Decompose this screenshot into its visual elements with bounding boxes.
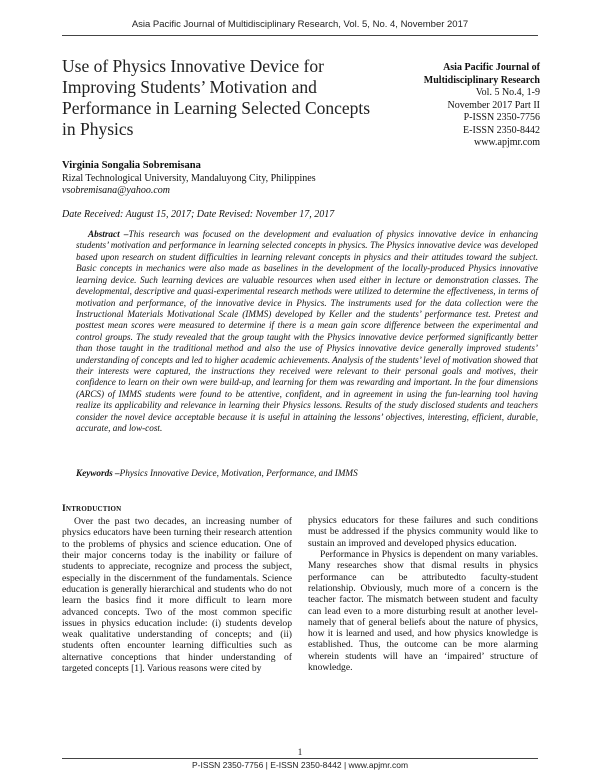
body-column-right <box>308 515 538 673</box>
intro-paragraph-2: Performance in Physics is dependent on many variables. Many researches show that dismal results in physics performance can be attributedto faculty-student relationship. Obviously, much more of a concern is the teacher factor. The mismatch between student and faculty can lead even to a more disturbing result at another level-namely that of general beliefs about the nature of physics, how it is learned and used, and how physics knowledge is established. Thus, the outcome can be more alarming wherein students will have an ‘impaired’ structure of knowledge. <box>308 548 538 674</box>
page-number: 1 <box>297 747 303 757</box>
intro-paragraph-continued: physics educators for these failures and such conditions must be addressed if the physics community would like to sustain an improved and developed physics education. <box>308 515 538 549</box>
author-name: Virginia Songalia Sobremisana <box>62 160 201 171</box>
author-email: vsobremisana@yahoo.com <box>62 185 170 196</box>
keywords-label: Keywords – <box>76 468 120 478</box>
abstract-text: This research was focused on the development and evaluation of physics innovative device in enhancing students’ motivation and performance in learning selected concepts in physics. The Physics innovative device was developed based upon research on student difficulties in learning relevant concepts in physics and their attitudes toward the subject. Basic concepts in mechanics were also made as baselines in the development of the locally-produced Physics innovative learning device. Such learning devices are valuable resources when used either in lecture or demonstration classes. The developmental, descriptive and quasi-experimental research methods were utilized to determine the effectiveness, in terms of motivation and performance, of the innovative device in Physics. The instruments used for the data collection were the Instructional Materials Motivational Scale (IMMS) developed by Keller and the students’ performance test. Pretest and posttest mean scores were measured to determine if there is a mean gain score difference between the experimental and control groups. The study revealed that the group taught with the Physics innovative device performed significantly better than those taught in the traditional method and also the use of Physics innovative device generally improved students’ understanding of concepts and led to higher academic achievements. Analysis of the students’ level of motivation showed that their interests were captured, the instructions they received were relevant to their personal goals and motives, their confidence to learn on their own were build-up, and learning for them was rewarding and important. In the four dimensions (ARCS) of IMMS students were found to be attentive, confident, and in agreement in using the fun-learning tool having realize its applicability and relevance in learning their Physics lessons. Results of the study disclosed students and teachers consider the novel device acceptable because it is useful in attaining the lessons’ objectives, interesting, efficient, durable, accurate, and low-cost. <box>76 229 538 434</box>
journal-p-issn: P-ISSN 2350-7756 <box>463 112 540 123</box>
abstract-label: Abstract – <box>88 229 129 239</box>
article-dates: Date Received: August 15, 2017; Date Revised: November 17, 2017 <box>62 209 335 220</box>
keywords-text: Physics Innovative Device, Motivation, Performance, and IMMS <box>119 468 358 478</box>
article-title: Use of Physics Innovative Device for Improving Students’ Motivation and Performance in Learning Selected Concepts in Physics <box>62 56 371 139</box>
journal-website: www.apjmr.com <box>473 137 540 148</box>
section-heading-introduction: Introduction <box>62 503 122 514</box>
journal-volume: Vol. 5 No.4, 1-9 <box>475 87 540 98</box>
journal-info <box>380 62 540 150</box>
journal-issue: November 2017 Part II <box>447 99 540 111</box>
body-column-left <box>62 516 292 674</box>
intro-paragraph-1: Over the past two decades, an increasing number of physics educators have been turning their research attention to the problems of physics and science education. One of their major concerns today is the inability or failure of students to appreciate, recognize and process the subject, especially in the discernment of the fundamentals. Science education is generally hierarchical and students who do not learn the basics find it more difficult to learn more advanced concepts. Two of the most common specific issues in physics education include: (i) students develop weak qualitative understanding of concepts; and (ii) students often encounter learning difficulties such as alternative conceptions that hinder understanding of targeted concepts [1]. Various reasons were cited by <box>62 516 292 675</box>
author-affiliation: Rizal Technological University, Mandaluyong City, Philippines <box>62 173 316 184</box>
running-head: Asia Pacific Journal of Multidisciplinary Research, Vol. 5, No. 4, November 2017 <box>131 19 469 30</box>
abstract <box>76 229 538 435</box>
journal-e-issn: E-ISSN 2350-8442 <box>463 124 540 136</box>
footer-rule <box>62 758 538 759</box>
page-footer: P-ISSN 2350-7756 | E-ISSN 2350-8442 | www.apjmr.com <box>191 760 409 770</box>
keywords <box>76 468 538 478</box>
header-rule <box>62 35 538 36</box>
journal-name-line1: Asia Pacific Journal of <box>443 62 540 73</box>
journal-name-line2: Multidisciplinary Research <box>423 74 540 86</box>
